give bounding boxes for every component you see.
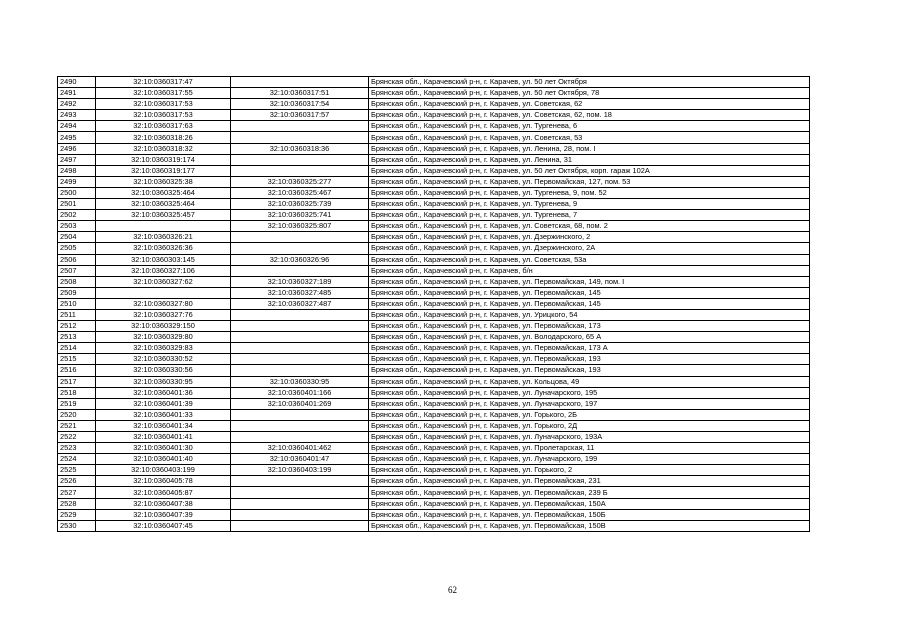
land-cadastral-number-cell: 32:10:0360319:174: [96, 154, 231, 165]
address-cell: Брянская обл., Карачевский р-н, г. Карачев, ул. Луначарского, 197: [369, 398, 810, 409]
row-number-cell: 2492: [58, 99, 96, 110]
table-row: [58, 276, 810, 287]
table-row: [58, 432, 810, 443]
land-cadastral-number-cell: 32:10:0360325:464: [96, 187, 231, 198]
land-cadastral-number-cell: 32:10:0360329:150: [96, 321, 231, 332]
land-cadastral-number-cell: 32:10:0360407:38: [96, 498, 231, 509]
address-cell: Брянская обл., Карачевский р-н, г. Карачев, ул. 50 лет Октября, корп. гараж 102А: [369, 165, 810, 176]
land-cadastral-number-cell: 32:10:0360401:30: [96, 443, 231, 454]
address-cell: Брянская обл., Карачевский р-н, г. Карачев, ул. Первомайская, 173: [369, 321, 810, 332]
row-number-cell: 2522: [58, 432, 96, 443]
land-cadastral-number-cell: 32:10:0360327:80: [96, 298, 231, 309]
land-cadastral-number-cell: 32:10:0360317:47: [96, 77, 231, 88]
land-cadastral-number-cell: 32:10:0360317:55: [96, 88, 231, 99]
object-cadastral-number-cell: 32:10:0360403:199: [231, 465, 369, 476]
address-cell: Брянская обл., Карачевский р-н, г. Карачев, ул. Советская, 53а: [369, 254, 810, 265]
object-cadastral-number-cell: 32:10:0360330:95: [231, 376, 369, 387]
object-cadastral-number-cell: 32:10:0360327:487: [231, 298, 369, 309]
address-cell: Брянская обл., Карачевский р-н, г. Карачев, ул. Первомайская, 127, пом. 53: [369, 176, 810, 187]
row-number-cell: 2519: [58, 398, 96, 409]
address-cell: Брянская обл., Карачевский р-н, г. Карачев, ул. Первомайская, 149, пом. I: [369, 276, 810, 287]
land-cadastral-number-cell: 32:10:0360401:36: [96, 387, 231, 398]
object-cadastral-number-cell: [231, 520, 369, 531]
land-cadastral-number-cell: 32:10:0360325:38: [96, 176, 231, 187]
row-number-cell: 2496: [58, 143, 96, 154]
row-number-cell: 2512: [58, 321, 96, 332]
object-cadastral-number-cell: [231, 498, 369, 509]
row-number-cell: 2498: [58, 165, 96, 176]
page-number: 62: [448, 585, 457, 595]
object-cadastral-number-cell: [231, 132, 369, 143]
table-row: [58, 398, 810, 409]
land-cadastral-number-cell: 32:10:0360330:95: [96, 376, 231, 387]
object-cadastral-number-cell: 32:10:0360325:741: [231, 210, 369, 221]
row-number-cell: 2504: [58, 232, 96, 243]
row-number-cell: 2530: [58, 520, 96, 531]
object-cadastral-number-cell: [231, 509, 369, 520]
table-row: [58, 465, 810, 476]
land-cadastral-number-cell: 32:10:0360405:78: [96, 476, 231, 487]
row-number-cell: 2505: [58, 243, 96, 254]
object-cadastral-number-cell: [231, 309, 369, 320]
address-cell: Брянская обл., Карачевский р-н, г. Карачев, ул. Первомайская, 193: [369, 365, 810, 376]
object-cadastral-number-cell: 32:10:0360325:277: [231, 176, 369, 187]
address-cell: Брянская обл., Карачевский р-н, г. Карачев, ул. Володарского, 65 А: [369, 332, 810, 343]
row-number-cell: 2520: [58, 409, 96, 420]
row-number-cell: 2525: [58, 465, 96, 476]
address-cell: Брянская обл., Карачевский р-н, г. Карачев, ул. Первомайская, 145: [369, 287, 810, 298]
address-cell: Брянская обл., Карачевский р-н, г. Карачев, ул. Советская, 68, пом. 2: [369, 221, 810, 232]
object-cadastral-number-cell: 32:10:0360327:189: [231, 276, 369, 287]
row-number-cell: 2491: [58, 88, 96, 99]
object-cadastral-number-cell: 32:10:0360401:166: [231, 387, 369, 398]
row-number-cell: 2529: [58, 509, 96, 520]
table-row: [58, 132, 810, 143]
address-cell: Брянская обл., Карачевский р-н, г. Карачев, ул. Советская, 62: [369, 99, 810, 110]
address-cell: Брянская обл., Карачевский р-н, г. Карачев, ул. Первомайская, 231: [369, 476, 810, 487]
row-number-cell: 2517: [58, 376, 96, 387]
address-cell: Брянская обл., Карачевский р-н, г. Карачев, ул. Первомайская, 150В: [369, 520, 810, 531]
land-cadastral-number-cell: 32:10:0360326:36: [96, 243, 231, 254]
table-row: [58, 343, 810, 354]
address-cell: Брянская обл., Карачевский р-н, г. Карачев, ул. Тургенева, 9: [369, 199, 810, 210]
table-row: [58, 498, 810, 509]
address-cell: Брянская обл., Карачевский р-н, г. Карачев, ул. Первомайская, 150А: [369, 498, 810, 509]
land-cadastral-number-cell: 32:10:0360401:33: [96, 409, 231, 420]
table-row: [58, 454, 810, 465]
object-cadastral-number-cell: [231, 476, 369, 487]
address-cell: Брянская обл., Карачевский р-н, г. Карачев, б/н: [369, 265, 810, 276]
land-cadastral-number-cell: 32:10:0360329:80: [96, 332, 231, 343]
row-number-cell: 2513: [58, 332, 96, 343]
land-cadastral-number-cell: 32:10:0360318:26: [96, 132, 231, 143]
land-cadastral-number-cell: 32:10:0360405:87: [96, 487, 231, 498]
object-cadastral-number-cell: [231, 487, 369, 498]
object-cadastral-number-cell: 32:10:0360317:57: [231, 110, 369, 121]
land-cadastral-number-cell: 32:10:0360327:76: [96, 309, 231, 320]
land-cadastral-number-cell: 32:10:0360317:63: [96, 121, 231, 132]
object-cadastral-number-cell: [231, 165, 369, 176]
row-number-cell: 2516: [58, 365, 96, 376]
row-number-cell: 2514: [58, 343, 96, 354]
table-row: [58, 365, 810, 376]
row-number-cell: 2515: [58, 354, 96, 365]
table-row: [58, 520, 810, 531]
object-cadastral-number-cell: 32:10:0360317:51: [231, 88, 369, 99]
object-cadastral-number-cell: [231, 154, 369, 165]
land-cadastral-number-cell: 32:10:0360319:177: [96, 165, 231, 176]
row-number-cell: 2507: [58, 265, 96, 276]
row-number-cell: 2521: [58, 420, 96, 431]
address-cell: Брянская обл., Карачевский р-н, г. Карачев, ул. Луначарского, 199: [369, 454, 810, 465]
land-cadastral-number-cell: 32:10:0360330:56: [96, 365, 231, 376]
table-row: [58, 154, 810, 165]
object-cadastral-number-cell: 32:10:0360401:47: [231, 454, 369, 465]
row-number-cell: 2509: [58, 287, 96, 298]
address-cell: Брянская обл., Карачевский р-н, г. Карачев, ул. Советская, 53: [369, 132, 810, 143]
object-cadastral-number-cell: 32:10:0360401:269: [231, 398, 369, 409]
address-cell: Брянская обл., Карачевский р-н, г. Карачев, ул. Дзержинского, 2А: [369, 243, 810, 254]
address-cell: Брянская обл., Карачевский р-н, г. Карачев, ул. Тургенева, 9, пом. 52: [369, 187, 810, 198]
address-cell: Брянская обл., Карачевский р-н, г. Карачев, ул. Ленина, 28, пом. I: [369, 143, 810, 154]
row-number-cell: 2511: [58, 309, 96, 320]
object-cadastral-number-cell: 32:10:0360325:739: [231, 199, 369, 210]
row-number-cell: 2526: [58, 476, 96, 487]
table-row: [58, 321, 810, 332]
row-number-cell: 2493: [58, 110, 96, 121]
table-row: [58, 387, 810, 398]
address-cell: Брянская обл., Карачевский р-н, г. Карачев, ул. Горького, 2: [369, 465, 810, 476]
row-number-cell: 2503: [58, 221, 96, 232]
row-number-cell: 2494: [58, 121, 96, 132]
address-cell: Брянская обл., Карачевский р-н, г. Карачев, ул. Ленина, 31: [369, 154, 810, 165]
object-cadastral-number-cell: 32:10:0360327:485: [231, 287, 369, 298]
land-cadastral-number-cell: 32:10:0360401:41: [96, 432, 231, 443]
row-number-cell: 2502: [58, 210, 96, 221]
row-number-cell: 2528: [58, 498, 96, 509]
table-row: [58, 232, 810, 243]
land-cadastral-number-cell: [96, 287, 231, 298]
object-cadastral-number-cell: 32:10:0360325:467: [231, 187, 369, 198]
table-row: [58, 376, 810, 387]
table-row: [58, 176, 810, 187]
row-number-cell: 2490: [58, 77, 96, 88]
row-number-cell: 2510: [58, 298, 96, 309]
row-number-cell: 2524: [58, 454, 96, 465]
object-cadastral-number-cell: [231, 409, 369, 420]
land-cadastral-number-cell: 32:10:0360317:53: [96, 110, 231, 121]
table-row: [58, 99, 810, 110]
table-row: [58, 332, 810, 343]
object-cadastral-number-cell: 32:10:0360326:96: [231, 254, 369, 265]
address-cell: Брянская обл., Карачевский р-н, г. Карачев, ул. Первомайская, 150Б: [369, 509, 810, 520]
address-cell: Брянская обл., Карачевский р-н, г. Карачев, ул. Первомайская, 173 А: [369, 343, 810, 354]
table-row: [58, 265, 810, 276]
land-cadastral-number-cell: 32:10:0360401:40: [96, 454, 231, 465]
address-cell: Брянская обл., Карачевский р-н, г. Карачев, ул. Урицкого, 54: [369, 309, 810, 320]
object-cadastral-number-cell: [231, 265, 369, 276]
table-row: [58, 409, 810, 420]
table-row: [58, 476, 810, 487]
land-cadastral-number-cell: 32:10:0360327:62: [96, 276, 231, 287]
property-register-table: [57, 76, 810, 532]
land-cadastral-number-cell: 32:10:0360407:45: [96, 520, 231, 531]
address-cell: Брянская обл., Карачевский р-н, г. Карачев, ул. Тургенева, 6: [369, 121, 810, 132]
row-number-cell: 2500: [58, 187, 96, 198]
object-cadastral-number-cell: [231, 232, 369, 243]
address-cell: Брянская обл., Карачевский р-н, г. Карачев, ул. Советская, 62, пом. 18: [369, 110, 810, 121]
address-cell: Брянская обл., Карачевский р-н, г. Карачев, ул. Горького, 2Д: [369, 420, 810, 431]
table-row: [58, 88, 810, 99]
address-cell: Брянская обл., Карачевский р-н, г. Карачев, ул. 50 лет Октября, 78: [369, 88, 810, 99]
row-number-cell: 2508: [58, 276, 96, 287]
land-cadastral-number-cell: 32:10:0360326:21: [96, 232, 231, 243]
table-row: [58, 210, 810, 221]
address-cell: Брянская обл., Карачевский р-н, г. Карачев, ул. Луначарского, 195: [369, 387, 810, 398]
land-cadastral-number-cell: 32:10:0360329:83: [96, 343, 231, 354]
land-cadastral-number-cell: 32:10:0360317:53: [96, 99, 231, 110]
land-cadastral-number-cell: 32:10:0360330:52: [96, 354, 231, 365]
address-cell: Брянская обл., Карачевский р-н, г. Карачев, ул. 50 лет Октября: [369, 77, 810, 88]
object-cadastral-number-cell: 32:10:0360325:807: [231, 221, 369, 232]
row-number-cell: 2495: [58, 132, 96, 143]
address-cell: Брянская обл., Карачевский р-н, г. Карачев, ул. Кольцова, 49: [369, 376, 810, 387]
object-cadastral-number-cell: 32:10:0360401:462: [231, 443, 369, 454]
object-cadastral-number-cell: [231, 77, 369, 88]
table-row: [58, 309, 810, 320]
address-cell: Брянская обл., Карачевский р-н, г. Карачев, ул. Луначарского, 193А: [369, 432, 810, 443]
table-row: [58, 487, 810, 498]
object-cadastral-number-cell: [231, 354, 369, 365]
address-cell: Брянская обл., Карачевский р-н, г. Карачев, ул. Первомайская, 239 Б: [369, 487, 810, 498]
table-row: [58, 110, 810, 121]
row-number-cell: 2497: [58, 154, 96, 165]
object-cadastral-number-cell: [231, 343, 369, 354]
land-cadastral-number-cell: 32:10:0360318:32: [96, 143, 231, 154]
row-number-cell: 2499: [58, 176, 96, 187]
address-cell: Брянская обл., Карачевский р-н, г. Карачев, ул. Первомайская, 193: [369, 354, 810, 365]
table-row: [58, 354, 810, 365]
table-row: [58, 221, 810, 232]
row-number-cell: 2527: [58, 487, 96, 498]
object-cadastral-number-cell: [231, 332, 369, 343]
table-row: [58, 143, 810, 154]
register-table-body: [58, 77, 810, 532]
address-cell: Брянская обл., Карачевский р-н, г. Карачев, ул. Тургенева, 7: [369, 210, 810, 221]
land-cadastral-number-cell: 32:10:0360327:106: [96, 265, 231, 276]
table-row: [58, 443, 810, 454]
object-cadastral-number-cell: [231, 432, 369, 443]
table-row: [58, 187, 810, 198]
table-row: [58, 287, 810, 298]
address-cell: Брянская обл., Карачевский р-н, г. Карачев, ул. Горького, 2Б: [369, 409, 810, 420]
table-row: [58, 254, 810, 265]
land-cadastral-number-cell: 32:10:0360401:39: [96, 398, 231, 409]
row-number-cell: 2518: [58, 387, 96, 398]
land-cadastral-number-cell: 32:10:0360325:464: [96, 199, 231, 210]
object-cadastral-number-cell: [231, 365, 369, 376]
address-cell: Брянская обл., Карачевский р-н, г. Карачев, ул. Пролетарская, 11: [369, 443, 810, 454]
land-cadastral-number-cell: [96, 221, 231, 232]
land-cadastral-number-cell: 32:10:0360401:34: [96, 420, 231, 431]
table-row: [58, 420, 810, 431]
object-cadastral-number-cell: [231, 321, 369, 332]
table-row: [58, 199, 810, 210]
address-cell: Брянская обл., Карачевский р-н, г. Карачев, ул. Первомайская, 145: [369, 298, 810, 309]
object-cadastral-number-cell: [231, 243, 369, 254]
table-row: [58, 243, 810, 254]
table-row: [58, 165, 810, 176]
row-number-cell: 2501: [58, 199, 96, 210]
object-cadastral-number-cell: [231, 121, 369, 132]
table-row: [58, 509, 810, 520]
object-cadastral-number-cell: 32:10:0360318:36: [231, 143, 369, 154]
table-row: [58, 298, 810, 309]
land-cadastral-number-cell: 32:10:0360303:145: [96, 254, 231, 265]
address-cell: Брянская обл., Карачевский р-н, г. Карачев, ул. Дзержинского, 2: [369, 232, 810, 243]
row-number-cell: 2523: [58, 443, 96, 454]
table-row: [58, 77, 810, 88]
row-number-cell: 2506: [58, 254, 96, 265]
object-cadastral-number-cell: [231, 420, 369, 431]
table-row: [58, 121, 810, 132]
object-cadastral-number-cell: 32:10:0360317:54: [231, 99, 369, 110]
land-cadastral-number-cell: 32:10:0360403:199: [96, 465, 231, 476]
land-cadastral-number-cell: 32:10:0360407:39: [96, 509, 231, 520]
land-cadastral-number-cell: 32:10:0360325:457: [96, 210, 231, 221]
